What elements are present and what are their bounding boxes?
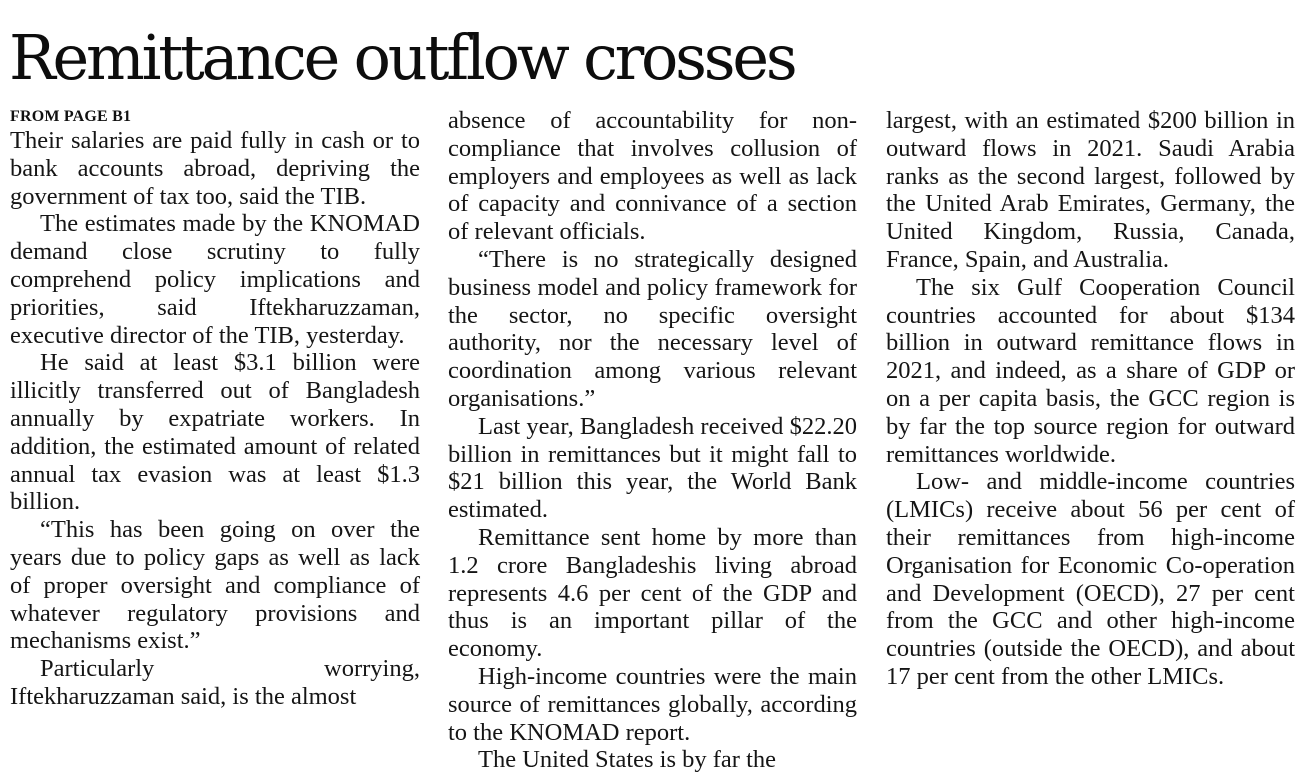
headline: Remittance outflow crosses <box>9 21 795 94</box>
article-column-3 <box>886 107 1295 691</box>
paragraph: Particularly worrying, Iftekharuzzaman said, is the almost <box>10 655 420 710</box>
paragraph: The six Gulf Cooperation Council countries accounted for about $134 billion in outward remittance flows in 2021, and indeed, as a share of GDP or on a per capita basis, the GCC region is by far the top source region for outward remittances worldwide. <box>886 273 1295 468</box>
paragraph: Last year, Bangladesh received $22.20 billion in remittances but it might fall to $21 billion this year, the World Bank estimated. <box>448 412 857 524</box>
paragraph: largest, with an estimated $200 billion in outward flows in 2021. Saudi Arabia ranks as the second largest, followed by the United Arab Emirates, Germany, the United Kingdom, Russia, Canada, France, Spain, and Australia. <box>886 107 1295 273</box>
continuation-kicker: FROM PAGE B1 <box>10 108 132 125</box>
paragraph: “This has been going on over the years due to policy gaps as well as lack of proper oversight and compliance of whatever regulatory provisions and mechanisms exist.” <box>10 516 420 655</box>
paragraph: absence of accountability for non-compliance that involves collusion of employers and employees as well as lack of capacity and connivance of a section of relevant officials. <box>448 107 857 246</box>
paragraph: Remittance sent home by more than 1.2 crore Bangladeshis living abroad represents 4.6 per cent of the GDP and thus is an important pillar of the economy. <box>448 523 857 663</box>
paragraph: The United States is by far the <box>478 746 777 774</box>
article-column-1 <box>10 107 420 711</box>
paragraph: Their salaries are paid fully in cash or to bank accounts abroad, depriving the government of tax too, said the TIB. <box>10 127 420 210</box>
article-column-2 <box>448 107 857 774</box>
paragraph: He said at least $3.1 billion were illicitly transferred out of Bangladesh annually by expatriate workers. In addition, the estimated amount of related annual tax evasion was at least $1.3 billion. <box>10 349 420 516</box>
paragraph: Low- and middle-income countries (LMICs) receive about 56 per cent of their remittances from high-income Organisation for Economic Co-operation and Development (OECD), 27 per cent from the GCC and other high-income countries (outside the OECD), and about 17 per cent from the other LMICs. <box>886 468 1295 690</box>
paragraph: “There is no strategically designed business model and policy framework for the sector, no specific oversight authority, nor the necessary level of coordination among various relevant organisations.” <box>448 245 857 412</box>
paragraph: High-income countries were the main source of remittances globally, according to the KNOMAD report. <box>448 662 857 746</box>
paragraph: The estimates made by the KNOMAD demand close scrutiny to fully comprehend policy implications and priorities, said Iftekharuzzaman, executive director of the TIB, yesterday. <box>10 210 420 349</box>
